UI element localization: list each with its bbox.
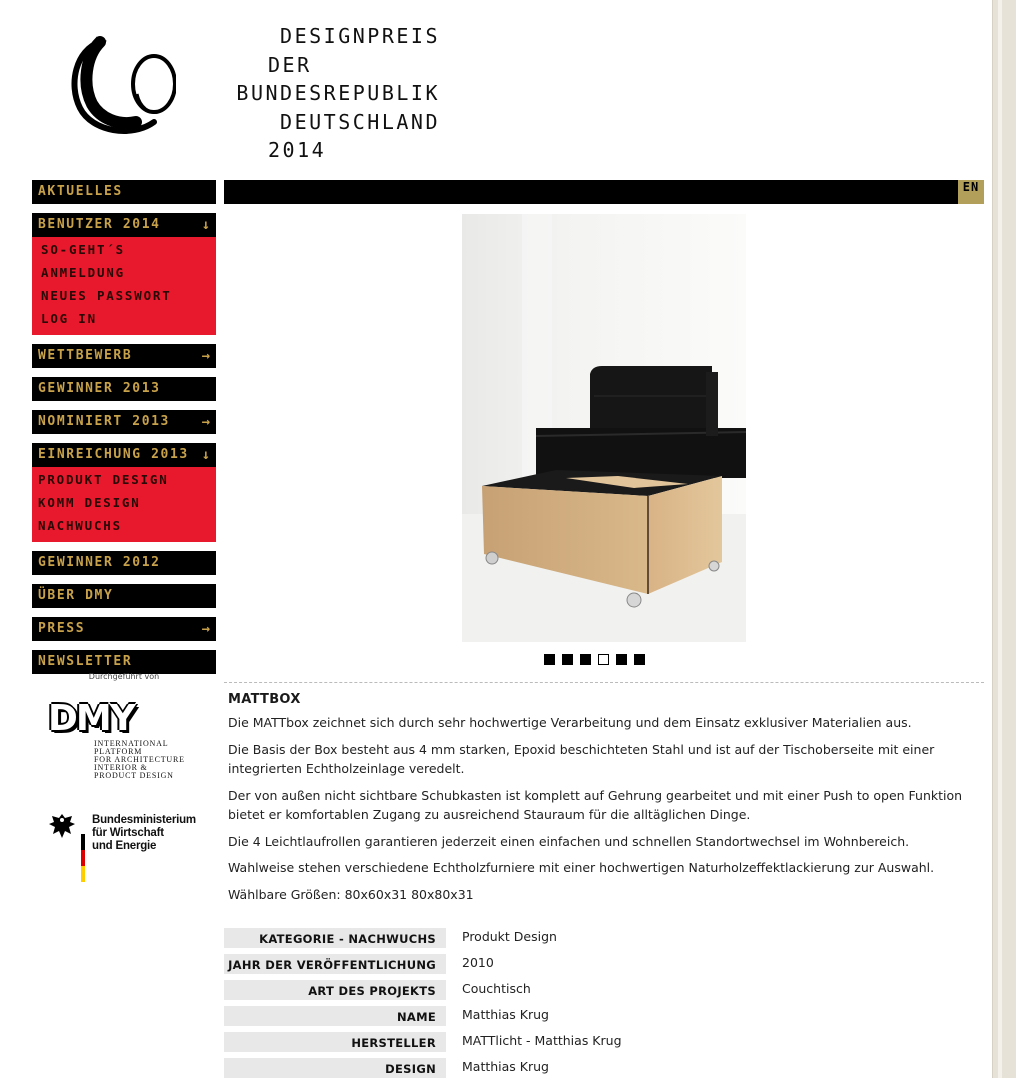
meta-key: JAHR DER VERÖFFENTLICHUNG bbox=[224, 954, 446, 974]
meta-value: Produkt Design bbox=[462, 929, 557, 944]
title-line-5: 2014 bbox=[268, 138, 327, 162]
product-description bbox=[228, 692, 978, 911]
submenu-item-anmeldung[interactable]: ANMELDUNG bbox=[41, 265, 125, 280]
dmy-sub-line: PLATFORM bbox=[94, 747, 143, 756]
nav-ueber-dmy[interactable] bbox=[32, 584, 216, 608]
meta-key: HERSTELLER bbox=[224, 1032, 446, 1052]
nav-wettbewerb-label: WETTBEWERB bbox=[38, 348, 133, 363]
nav-aktuelles-label: AKTUELLES bbox=[38, 184, 123, 199]
nav-ueber-label: ÜBER DMY bbox=[38, 588, 114, 603]
title-line-1: DESIGNPREIS bbox=[280, 24, 440, 48]
nav-gewinner-2013-label: GEWINNER 2013 bbox=[38, 381, 161, 396]
table-row bbox=[224, 1032, 622, 1052]
description-paragraph: Die MATTbox zeichnet sich durch sehr hochwertige Verarbeitung und dem Einsatz exklusiver Materialien aus. bbox=[228, 715, 912, 730]
meta-value: Matthias Krug bbox=[462, 1007, 549, 1022]
arrow-down-icon: ↓ bbox=[201, 217, 210, 233]
durchgefuehrt-label: Durchgeführt von bbox=[88, 672, 160, 681]
nav-press-label: PRESS bbox=[38, 621, 86, 636]
gallery-dot-4-active[interactable] bbox=[598, 654, 609, 665]
nav-gewinner-2012[interactable] bbox=[32, 551, 216, 575]
meta-value: MATTlicht - Matthias Krug bbox=[462, 1033, 622, 1048]
nav-newsletter[interactable] bbox=[32, 650, 216, 674]
gallery-dot-1[interactable] bbox=[544, 654, 555, 665]
description-paragraph: Die Basis der Box besteht aus 4 mm starken, Epoxid beschichteten Stahl und ist auf der Tischoberseite mit einer integrierten Echtholzeinlage veredelt. bbox=[228, 741, 935, 776]
nav-gewinner-2013[interactable] bbox=[32, 377, 216, 401]
submenu-item-komm-design[interactable]: KOMM DESIGN bbox=[38, 495, 141, 510]
nav-einreichung-label: EINREICHUNG 2013 bbox=[38, 447, 189, 462]
table-row bbox=[224, 980, 622, 1000]
gallery-dot-6[interactable] bbox=[634, 654, 645, 665]
submenu-item-so-gehts[interactable]: SO-GEHT´S bbox=[41, 242, 125, 257]
product-photo[interactable] bbox=[462, 214, 746, 642]
meta-key: ART DES PROJEKTS bbox=[224, 980, 446, 1000]
dmy-subtitle bbox=[94, 740, 185, 780]
nav-benutzer-2014[interactable] bbox=[32, 213, 216, 237]
arrow-right-icon: → bbox=[201, 621, 210, 637]
nav-nominiert-label: NOMINIERT 2013 bbox=[38, 414, 170, 429]
title-line-2: DER bbox=[268, 52, 312, 77]
sidebar-nav bbox=[32, 180, 216, 683]
table-row bbox=[224, 1058, 622, 1078]
project-meta-table bbox=[224, 922, 622, 1084]
description-paragraph: Wählbare Größen: 80x60x31 80x80x31 bbox=[228, 886, 474, 902]
submenu-item-produkt-design[interactable]: PRODUKT DESIGN bbox=[38, 472, 169, 487]
gallery-dot-5[interactable] bbox=[616, 654, 627, 665]
federal-eagle-icon bbox=[48, 812, 76, 840]
arrow-right-icon: → bbox=[201, 348, 210, 364]
dmy-logo[interactable] bbox=[48, 698, 185, 780]
dmy-sub-line: INTERIOR & bbox=[94, 763, 148, 772]
description-paragraph: Der von außen nicht sichtbare Schubkasten ist komplett auf Gehrung gearbeitet und mit einer Push to open Funktion bietet er komfortablen Zugang zu ausreichend Stauraum für die alltäglichen Dinge. bbox=[228, 787, 963, 822]
language-switch-en[interactable]: EN bbox=[958, 180, 984, 204]
meta-value: Couchtisch bbox=[462, 981, 531, 996]
title-line-4: DEUTSCHLAND bbox=[280, 109, 440, 134]
top-bar bbox=[224, 180, 984, 204]
nav-aktuelles[interactable] bbox=[32, 180, 216, 204]
bmwi-line: Bundesministerium bbox=[92, 814, 196, 826]
submenu-item-nachwuchs[interactable]: NACHWUCHS bbox=[38, 518, 122, 533]
meta-value: Matthias Krug bbox=[462, 1059, 549, 1074]
meta-value: 2010 bbox=[462, 955, 494, 970]
dmy-wordmark: DMY bbox=[48, 698, 134, 739]
content-divider bbox=[224, 682, 984, 683]
nav-press[interactable] bbox=[32, 617, 216, 641]
nav-newsletter-label: NEWSLETTER bbox=[38, 654, 133, 669]
nav-gewinner-2012-label: GEWINNER 2012 bbox=[38, 555, 161, 570]
table-row bbox=[224, 928, 622, 948]
table-row bbox=[224, 1006, 622, 1026]
nav-wettbewerb[interactable] bbox=[32, 344, 216, 368]
table-row bbox=[224, 954, 622, 974]
meta-key: KATEGORIE - NACHWUCHS bbox=[224, 928, 446, 948]
meta-key: NAME bbox=[224, 1006, 446, 1026]
description-paragraph: Wahlweise stehen verschiedene Echtholzfurniere mit einer hochwertigen Naturholzeffektlackierung zur Auswahl. bbox=[228, 860, 935, 875]
arrow-right-icon: → bbox=[201, 414, 210, 430]
submenu-benutzer bbox=[32, 237, 216, 335]
meta-key: DESIGN bbox=[224, 1058, 446, 1078]
submenu-einreichung bbox=[32, 467, 216, 542]
bmwi-text bbox=[92, 814, 212, 853]
page-edge bbox=[992, 0, 1016, 1078]
nav-einreichung-2013[interactable] bbox=[32, 443, 216, 467]
site-title bbox=[222, 22, 452, 165]
submenu-item-neues-passwort[interactable]: NEUES PASSWORT bbox=[41, 288, 172, 303]
nav-benutzer-label: BENUTZER 2014 bbox=[38, 217, 161, 232]
nav-group-benutzer bbox=[32, 213, 216, 335]
bmwi-logo[interactable] bbox=[48, 812, 196, 852]
title-line-3: BUNDESREPUBLIK bbox=[236, 81, 440, 105]
gallery-dot-2[interactable] bbox=[562, 654, 573, 665]
designpreis-logo-icon[interactable] bbox=[66, 34, 176, 142]
bmwi-line: und Energie bbox=[92, 840, 157, 852]
dmy-sub-line: INTERNATIONAL bbox=[94, 739, 169, 748]
product-title: MATTBOX bbox=[228, 692, 301, 707]
german-flag-bar bbox=[81, 834, 85, 882]
nav-group-einreichung bbox=[32, 443, 216, 542]
gallery-dot-3[interactable] bbox=[580, 654, 591, 665]
bmwi-line: für Wirtschaft bbox=[92, 827, 164, 839]
arrow-down-icon: ↓ bbox=[201, 447, 210, 463]
dmy-sub-line: PRODUCT DESIGN bbox=[94, 771, 174, 780]
submenu-item-log-in[interactable]: LOG IN bbox=[41, 311, 97, 326]
dmy-sub-line: FOR ARCHITECTURE bbox=[94, 755, 185, 764]
gallery-pagination bbox=[544, 654, 652, 665]
nav-nominiert-2013[interactable] bbox=[32, 410, 216, 434]
description-paragraph: Die 4 Leichtlaufrollen garantieren jederzeit einen einfachen und schnellen Standortwechsel im Wohnbereich. bbox=[228, 833, 910, 849]
